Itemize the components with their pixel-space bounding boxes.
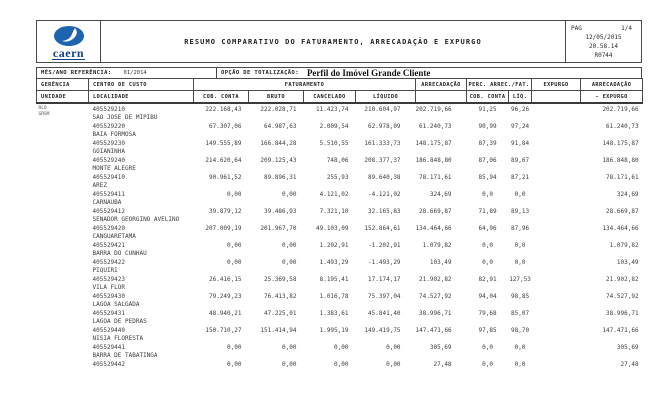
cost-center-code: 405529430: [92, 293, 126, 300]
cell-perc-liq: 97,24: [511, 123, 530, 130]
locality-cell: [89, 308, 194, 325]
locality-cell: [89, 257, 194, 274]
header-expurgo-sub: [532, 91, 581, 104]
header-unidade: UNIDADE: [37, 91, 89, 104]
cell-perc-cob: 0,0: [482, 242, 493, 249]
page-label: PAG: [571, 25, 582, 32]
header-expurgo: EXPURGO: [532, 79, 581, 91]
cost-center-code: 405529411: [92, 191, 126, 198]
header-arrecadacao-sub: [416, 91, 467, 104]
org-unit-cell: [37, 103, 89, 121]
cell-cancelado: 0,00: [334, 361, 349, 368]
cell-arrecadacao: 103,49: [429, 259, 452, 266]
cell-bruto: 166.844,28: [260, 140, 297, 147]
cell-cancelado: 7.321,10: [319, 208, 349, 215]
cost-center-code: 405529422: [92, 259, 126, 266]
cell-cob-conta: 150.710,27: [205, 327, 242, 334]
cell-cancelado: 8.195,41: [319, 276, 349, 283]
cell-expurgo: [532, 308, 581, 325]
cell-perc-liq: 98,85: [511, 293, 530, 300]
cost-center-code: 405529210: [92, 106, 126, 113]
cell-arrecadacao: 186.848,80: [415, 157, 452, 164]
cell-cancelado: 49.103,09: [315, 225, 349, 232]
cell-cancelado: 4.121,02: [319, 191, 349, 198]
org-unit-cell: [37, 189, 89, 206]
cell-perc-cob: 97,85: [478, 327, 497, 334]
cell-liquido: 161.333,73: [364, 140, 401, 147]
cell-liquido: 208.377,37: [364, 157, 401, 164]
table-row: [37, 103, 643, 121]
cell-liquido: 75.397,04: [368, 293, 401, 300]
cell-liquido: -1.202,91: [368, 242, 401, 249]
report-table: [36, 78, 643, 376]
totalization-value: Perfil do Imóvel Grande Cliente: [306, 68, 431, 78]
locality-cell: [89, 172, 194, 189]
caern-logo-icon: [49, 25, 89, 48]
locality-name: LAGOA DE PEDRAS: [92, 317, 147, 325]
cell-bruto: 64.987,63: [263, 123, 297, 130]
ref-month-label: MÊS/ANO REFERÊNCIA:: [41, 70, 112, 76]
cell-bruto: 0,00: [282, 259, 297, 266]
org-unit-cell: [37, 223, 89, 240]
cost-center-code: 405529220: [92, 123, 126, 130]
cell-arrec-expurgo: 147.471,66: [602, 327, 639, 334]
table-row: [37, 342, 643, 359]
cell-bruto: 151.414,94: [260, 327, 297, 334]
cell-cancelado: 1.995,19: [319, 327, 349, 334]
cost-center-code: 405529442: [92, 361, 126, 368]
header-gerencia: GERÊNCIA: [37, 79, 89, 91]
cell-cancelado: 1.493,29: [319, 259, 349, 266]
table-row: [37, 172, 643, 189]
cell-liquido: 0,00: [386, 344, 401, 351]
table-row: [37, 308, 643, 325]
page-number: 1/4: [621, 25, 632, 32]
page-line: [571, 24, 636, 33]
header-perc-arrec-fat: PERC. ARREC./FAT.: [467, 79, 532, 91]
locality-cell: [89, 223, 194, 240]
cell-expurgo: [532, 274, 581, 291]
cell-bruto: 0,00: [282, 344, 297, 351]
cell-cancelado: 0,00: [334, 344, 349, 351]
cell-cob-conta: 0,00: [227, 191, 242, 198]
cost-center-code: 405529240: [92, 157, 126, 164]
org-unit-cell: [37, 206, 89, 223]
cell-arrec-expurgo: 78.171,61: [606, 174, 639, 181]
table-group-header-row: [37, 79, 643, 91]
cell-arrecadacao: 324,69: [429, 191, 452, 198]
totalization-label: OPÇÃO DE TOTALIZAÇÃO:: [221, 70, 299, 76]
locality-cell: [89, 342, 194, 359]
header-bruto: BRUTO: [249, 91, 304, 104]
cell-cancelado: 1.202,91: [319, 242, 349, 249]
cell-arrecadacao: 305,69: [429, 344, 452, 351]
cell-arrec-expurgo: 186.848,80: [602, 157, 639, 164]
table-row: [37, 325, 643, 342]
locality-name: CANGUARETAMA: [92, 232, 136, 240]
cell-arrec-expurgo: 305,69: [616, 344, 639, 351]
org-unit-cell: [37, 121, 89, 138]
cell-expurgo: [532, 325, 581, 342]
locality-cell: [89, 138, 194, 155]
cell-cob-conta: 26.416,15: [208, 276, 242, 283]
cell-bruto: 39.486,93: [263, 208, 297, 215]
cell-perc-cob: 0,0: [482, 191, 493, 198]
cell-perc-liq: 0,0: [514, 259, 526, 266]
cell-cob-conta: 0,00: [227, 242, 242, 249]
cell-cancelado: 1.016,78: [319, 293, 349, 300]
cell-bruto: 25.369,58: [263, 276, 297, 283]
cell-expurgo: [532, 155, 581, 172]
cell-perc-cob: 85,94: [478, 174, 497, 181]
org-unit-cell: [37, 138, 89, 155]
table-row: [37, 121, 643, 138]
locality-cell: [89, 103, 194, 121]
cell-perc-liq: 89,67: [511, 157, 530, 164]
table-row: [37, 189, 643, 206]
cell-cob-conta: 0,00: [227, 361, 242, 368]
reference-month: [37, 68, 217, 78]
org-unit-cell: [37, 359, 89, 376]
cell-bruto: 0,00: [282, 242, 297, 249]
cell-liquido: 152.864,61: [364, 225, 401, 232]
cost-center-code: 405529431: [92, 310, 126, 317]
report-time: 20.58.14: [589, 43, 618, 50]
locality-cell: [89, 206, 194, 223]
table-row: [37, 223, 643, 240]
org-unit-cell: [37, 325, 89, 342]
cell-perc-cob: 79,68: [478, 310, 497, 317]
cell-perc-cob: 0,0: [482, 361, 493, 368]
cell-cob-conta: 39.879,12: [208, 208, 242, 215]
report-header: [36, 20, 642, 63]
header-cob-conta: COB. CONTA: [194, 91, 249, 104]
cell-cancelado: 5.510,55: [319, 140, 349, 147]
locality-cell: [89, 155, 194, 172]
header-minus-expurgo: - EXPURGO: [581, 91, 643, 104]
table-row: [37, 138, 643, 155]
header-perc-cob-conta: COB. CONTA: [467, 91, 509, 104]
cell-bruto: 209.125,43: [260, 157, 297, 164]
cell-cob-conta: 67.307,06: [208, 123, 242, 130]
cell-perc-liq: 87,21: [511, 174, 530, 181]
cell-arrecadacao: 134.464,66: [415, 225, 452, 232]
cell-liquido: 32.165,83: [368, 208, 401, 215]
org-unidade: GRSM: [38, 112, 50, 117]
cell-liquido: -1.493,29: [368, 259, 401, 266]
cell-perc-liq: 96,26: [511, 106, 530, 113]
report-body: [36, 67, 642, 376]
org-unit-cell: [37, 291, 89, 308]
cell-perc-liq: 0,0: [514, 191, 526, 198]
cell-expurgo: [532, 223, 581, 240]
cell-perc-cob: 0,0: [482, 344, 493, 351]
cell-perc-cob: 91,25: [478, 106, 497, 113]
cell-perc-liq: 98,70: [511, 327, 530, 334]
cell-cob-conta: 90.961,52: [208, 174, 242, 181]
locality-name: BAIA FORMOSA: [92, 130, 136, 138]
cell-perc-cob: 94,04: [478, 293, 497, 300]
cell-arrecadacao: 202.719,66: [415, 106, 452, 113]
cell-perc-liq: 89,13: [511, 208, 530, 215]
cell-perc-liq: 85,07: [511, 310, 530, 317]
locality-name: MONTE ALEGRE: [92, 164, 136, 172]
cell-perc-liq: 127,53: [509, 276, 531, 283]
cell-arrecadacao: 28.669,87: [419, 208, 452, 215]
cost-center-code: 405529412: [92, 208, 126, 215]
cell-arrec-expurgo: 324,69: [616, 191, 639, 198]
cell-expurgo: [532, 103, 581, 121]
cell-perc-cob: 87,39: [478, 140, 497, 147]
table-row: [37, 257, 643, 274]
cell-liquido: 0,00: [386, 361, 401, 368]
cell-arrecadacao: 38.996,71: [419, 310, 452, 317]
header-faturamento: FATURAMENTO: [194, 79, 416, 91]
cell-cancelado: 1.383,61: [319, 310, 349, 317]
cell-perc-liq: 0,0: [514, 242, 526, 249]
cell-arrec-expurgo: 202.719,66: [602, 106, 639, 113]
locality-name: BARRA DE TABATINGA: [92, 351, 158, 359]
locality-name: CARNAUBA: [92, 198, 122, 206]
cell-liquido: 210.604,97: [364, 106, 401, 113]
cell-arrecadacao: 78.171,61: [419, 174, 452, 181]
cell-arrec-expurgo: 103,49: [616, 259, 639, 266]
cell-arrecadacao: 21.902,82: [419, 276, 452, 283]
cell-bruto: 47.225,01: [263, 310, 297, 317]
locality-name: PIQUIRI: [92, 266, 118, 274]
org-unit-cell: [37, 308, 89, 325]
cell-perc-liq: 91,84: [511, 140, 530, 147]
cell-cob-conta: 48.940,21: [208, 310, 242, 317]
caern-logo: [37, 21, 101, 62]
cell-perc-liq: 0,0: [514, 344, 526, 351]
cell-perc-cob: 90,99: [478, 123, 497, 130]
cell-arrec-expurgo: 28.669,87: [606, 208, 639, 215]
org-unit-cell: [37, 257, 89, 274]
report: [36, 20, 642, 376]
cell-expurgo: [532, 291, 581, 308]
cell-liquido: -4.121,02: [368, 191, 401, 198]
header-arrec-minus-expurgo: ARRECADAÇÃO: [581, 79, 643, 91]
cell-arrec-expurgo: 21.902,82: [606, 276, 639, 283]
table-sub-header-row: [37, 91, 643, 104]
caern-logo-text: caern: [52, 45, 85, 60]
header-arrecadacao: ARRECADAÇÃO: [416, 79, 467, 91]
locality-cell: [89, 291, 194, 308]
cell-arrecadacao: 1.079,82: [422, 242, 452, 249]
cell-arrec-expurgo: 74.527,92: [606, 293, 639, 300]
cell-perc-cob: 82,91: [478, 276, 497, 283]
locality-cell: [89, 189, 194, 206]
cost-center-code: 405529440: [92, 327, 126, 334]
cell-liquido: 89.640,38: [368, 174, 401, 181]
org-unit-cell: [37, 155, 89, 172]
cell-liquido: 45.841,40: [368, 310, 401, 317]
cell-liquido: 149.419,75: [364, 327, 401, 334]
cell-arrecadacao: 61.240,73: [419, 123, 452, 130]
locality-name: SAO JOSE DE MIPIBU: [92, 113, 158, 121]
locality-cell: [89, 359, 194, 376]
cell-expurgo: [532, 359, 581, 376]
table-row: [37, 206, 643, 223]
cost-center-code: 405529441: [92, 344, 126, 351]
locality-cell: [89, 240, 194, 257]
locality-name: AREZ: [92, 181, 107, 189]
cell-arrec-expurgo: 1.079,82: [609, 242, 639, 249]
cell-cancelado: 748,06: [326, 157, 349, 164]
cell-arrec-expurgo: 61.240,73: [606, 123, 639, 130]
cell-expurgo: [532, 189, 581, 206]
cell-expurgo: [532, 342, 581, 359]
cell-cancelado: 255,93: [326, 174, 349, 181]
cell-bruto: 0,00: [282, 361, 297, 368]
locality-cell: [89, 274, 194, 291]
locality-name: VILA FLOR: [92, 283, 126, 291]
reference-row: [36, 67, 642, 78]
cell-perc-cob: 87,06: [478, 157, 497, 164]
cell-expurgo: [532, 206, 581, 223]
cell-bruto: 201.967,70: [260, 225, 297, 232]
cell-expurgo: [532, 138, 581, 155]
table-row: [37, 291, 643, 308]
cell-cob-conta: 222.168,43: [205, 106, 242, 113]
cell-arrec-expurgo: 38.996,71: [606, 310, 639, 317]
org-unit-cell: [37, 274, 89, 291]
table-row: [37, 240, 643, 257]
totalization-option: [217, 68, 641, 78]
cell-liquido: 62.978,09: [368, 123, 401, 130]
table-row: [37, 359, 643, 376]
report-code: R0744: [594, 52, 613, 59]
report-title: RESUMO COMPARATIVO DO FATURAMENTO, ARRECADAÇÃO E EXPURGO: [184, 37, 482, 46]
locality-cell: [89, 121, 194, 138]
cell-cob-conta: 79.249,23: [208, 293, 242, 300]
cell-cob-conta: 149.555,89: [205, 140, 242, 147]
table-row: [37, 155, 643, 172]
cell-perc-cob: 71,89: [478, 208, 497, 215]
cost-center-code: 405529420: [92, 225, 126, 232]
cell-arrec-expurgo: 134.464,66: [602, 225, 639, 232]
org-unit-cell: [37, 240, 89, 257]
cell-expurgo: [532, 121, 581, 138]
cell-cob-conta: 0,00: [227, 344, 242, 351]
cost-center-code: 405529230: [92, 140, 126, 147]
header-cancelado: CANCELADO: [304, 91, 356, 104]
cost-center-code: 405529421: [92, 242, 126, 249]
header-centro-de-custo: CENTRO DE CUSTO: [89, 79, 194, 91]
cell-arrec-expurgo: 148.175,87: [602, 140, 639, 147]
locality-name: SENADOR GEORGINO AVELINO: [92, 215, 180, 223]
cell-bruto: 222.028,71: [260, 106, 297, 113]
cell-bruto: 76.413,82: [263, 293, 297, 300]
header-localidade: LOCALIDADE: [89, 91, 194, 104]
cost-center-code: 405529423: [92, 276, 126, 283]
org-unit-cell: [37, 342, 89, 359]
cell-cob-conta: 207.009,19: [205, 225, 242, 232]
cell-expurgo: [532, 240, 581, 257]
cell-cob-conta: 214.620,64: [205, 157, 242, 164]
report-date: 12/05/2015: [585, 34, 622, 41]
cell-arrecadacao: 27,48: [433, 361, 452, 368]
cell-perc-cob: 64,96: [478, 225, 497, 232]
cell-perc-liq: 87,96: [511, 225, 530, 232]
locality-name: GOIANINHA: [92, 147, 126, 155]
locality-cell: [89, 325, 194, 342]
ref-month-value: 01/2014: [123, 70, 147, 76]
cell-cancelado: 11.423,74: [315, 106, 349, 113]
org-unit-cell: [37, 172, 89, 189]
cell-expurgo: [532, 172, 581, 189]
cell-perc-cob: 0,0: [482, 259, 493, 266]
cell-cancelado: 2.009,54: [319, 123, 349, 130]
header-perc-liq: LÍQ.: [509, 91, 532, 104]
header-liquido: LÍQUIDO: [356, 91, 416, 104]
cell-perc-liq: 0,0: [514, 361, 526, 368]
cell-bruto: 89.896,31: [263, 174, 297, 181]
cost-center-code: 405529410: [92, 174, 126, 181]
page-info: [565, 21, 641, 62]
cell-expurgo: [532, 257, 581, 274]
cell-arrecadacao: 74.527,92: [419, 293, 452, 300]
locality-name: NISIA FLORESTA: [92, 334, 144, 342]
table-row: [37, 274, 643, 291]
cell-arrecadacao: 147.471,66: [415, 327, 452, 334]
locality-name: LAGOA SALGADA: [92, 300, 140, 308]
cell-arrec-expurgo: 27,48: [620, 361, 639, 368]
cell-liquido: 17.174,17: [368, 276, 401, 283]
org-gerencia: RLO: [38, 106, 47, 111]
cell-bruto: 0,00: [282, 191, 297, 198]
cell-cob-conta: 0,00: [227, 259, 242, 266]
locality-name: BARRA DO CUNHAU: [92, 249, 147, 257]
cell-arrecadacao: 148.175,87: [415, 140, 452, 147]
